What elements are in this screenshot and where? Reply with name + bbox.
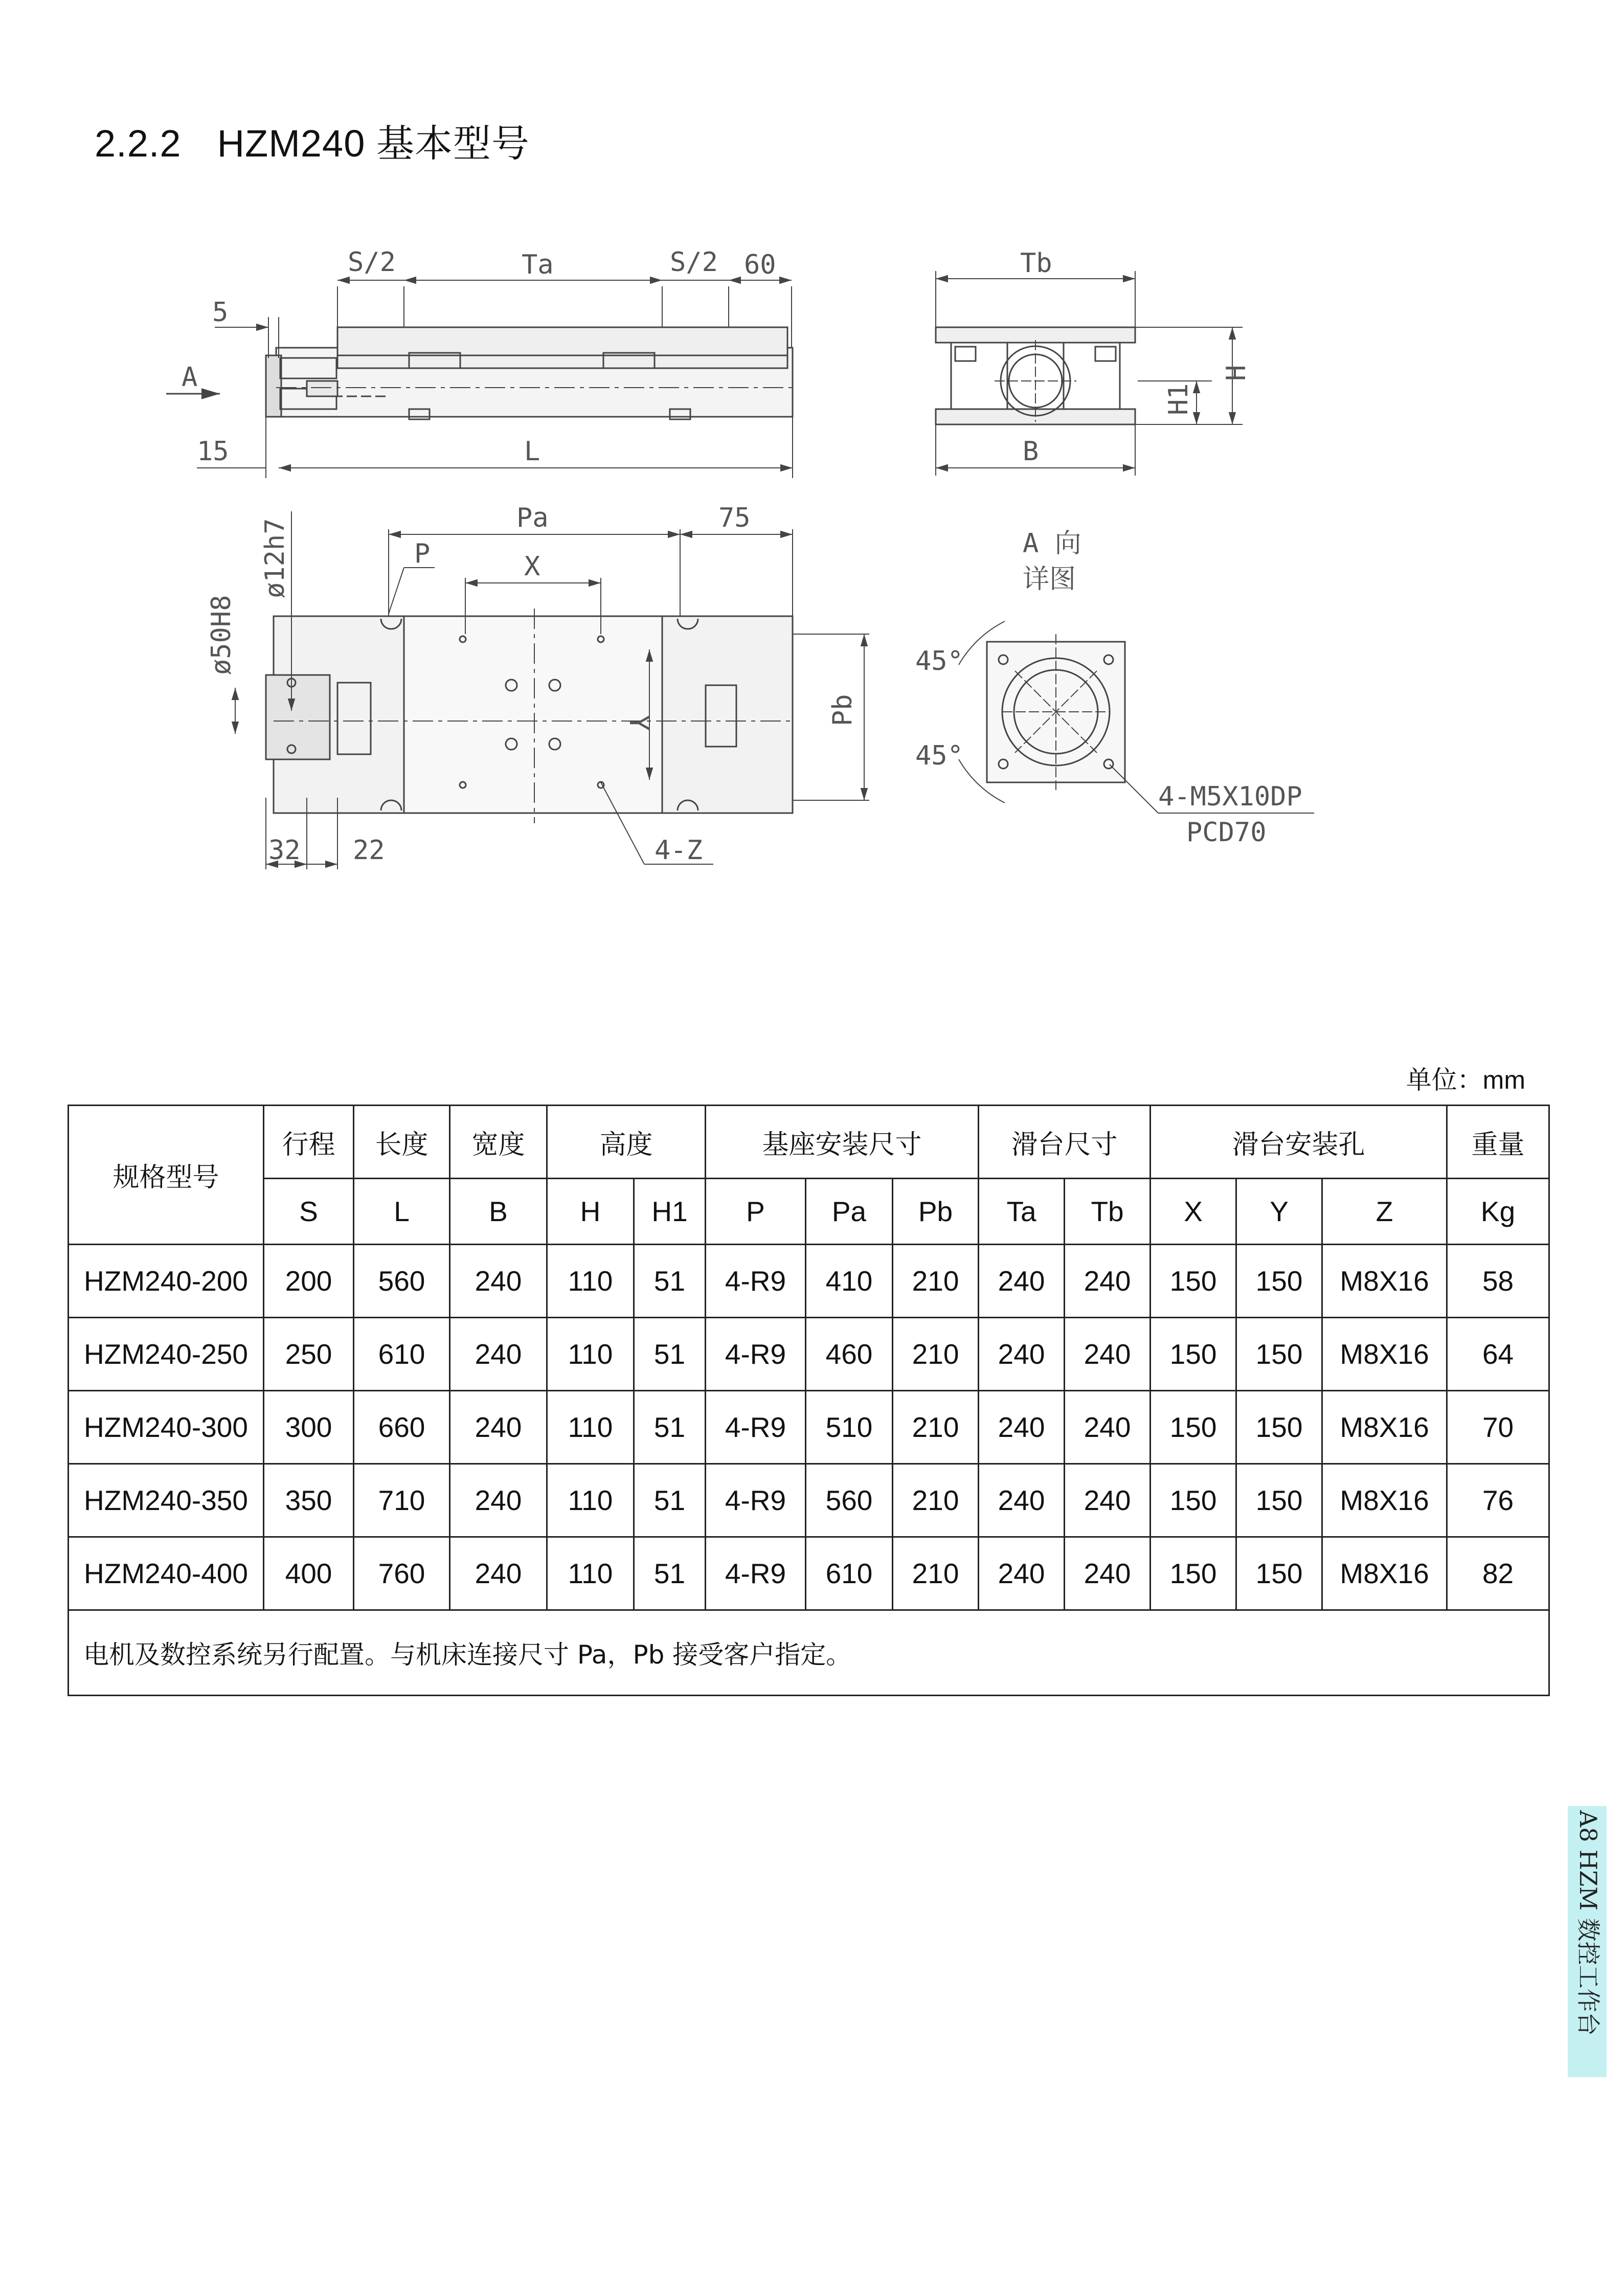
dim-60: 60 [744,250,776,280]
subheader-cell: Pa [806,1179,893,1245]
table-cell: 210 [893,1391,979,1464]
table-row [69,1318,1549,1391]
model-cell: HZM240-300 [69,1391,264,1464]
side-tab-label: A8 HZM 数控工作台 [1574,1810,1602,2036]
table-cell: 150 [1236,1245,1322,1318]
table-cell: 150 [1236,1464,1322,1537]
header-model: 规格型号 [69,1106,264,1245]
table-cell: 460 [806,1318,893,1391]
subheader-cell: P [706,1179,806,1245]
header-width: 宽度 [450,1106,547,1179]
table-cell: 51 [634,1391,706,1464]
table-cell: 240 [1065,1464,1151,1537]
angle-bottom: 45° [915,740,963,771]
dim-pb: Pb [827,694,858,726]
table-cell: 350 [264,1464,354,1537]
table-cell: 51 [634,1245,706,1318]
table-cell: 150 [1151,1318,1236,1391]
header-base-mount: 基座安装尺寸 [706,1106,979,1179]
table-cell: 51 [634,1318,706,1391]
section-name: HZM240 基本型号 [217,122,530,165]
table-cell: 210 [893,1537,979,1610]
table-cell: 76 [1447,1464,1549,1537]
dim-32: 32 [268,835,301,866]
table-cell: 240 [979,1537,1065,1610]
table-cell: 240 [979,1245,1065,1318]
technical-drawing [0,0,1624,900]
label-pcd: PCD70 [1186,817,1267,848]
end-view [936,271,1243,476]
dim-h1: H1 [1163,383,1194,415]
subheader-cell: Z [1322,1179,1447,1245]
dim-75: 75 [718,503,751,533]
dim-ta: Ta [522,250,554,280]
view-title-line-1: A 向 [1023,528,1081,559]
table-cell: 240 [450,1245,547,1318]
dim-l: L [524,436,540,467]
table-cell: M8X16 [1322,1318,1447,1391]
section-number: 2.2.2 [95,122,182,165]
table-cell: 240 [450,1464,547,1537]
model-cell: HZM240-400 [69,1537,264,1610]
table-cell: 510 [806,1391,893,1464]
subheader-cell: H [547,1179,634,1245]
table-cell: 150 [1236,1318,1322,1391]
subheader-cell: B [450,1179,547,1245]
dim-p: P [414,538,431,569]
table-cell: 150 [1151,1464,1236,1537]
model-cell: HZM240-250 [69,1318,264,1391]
table-cell: 200 [264,1245,354,1318]
header-weight: 重量 [1447,1106,1549,1179]
table-cell: 70 [1447,1391,1549,1464]
table-cell: 410 [806,1245,893,1318]
table-cell: 300 [264,1391,354,1464]
header-slide-holes: 滑台安装孔 [1151,1106,1447,1179]
table-cell: 150 [1151,1537,1236,1610]
view-title-line-2: 详图 [1023,564,1076,595]
table-cell: 240 [1065,1391,1151,1464]
view-arrow-a: A [182,362,198,393]
table-cell: 4-R9 [706,1318,806,1391]
table-cell: 82 [1447,1537,1549,1610]
table-cell: 150 [1236,1391,1322,1464]
subheader-cell: X [1151,1179,1236,1245]
dim-b: B [1023,436,1039,467]
dim-s-half-left: S/2 [348,247,396,278]
dim-15: 15 [197,436,229,467]
table-cell: M8X16 [1322,1245,1447,1318]
header-length: 长度 [354,1106,450,1179]
table-cell: 64 [1447,1318,1549,1391]
side-tab [1568,1806,1607,2077]
table-cell: 110 [547,1464,634,1537]
table-cell: 110 [547,1318,634,1391]
table-cell: 560 [354,1245,450,1318]
dim-y: Y [623,715,654,731]
subheader-cell: Ta [979,1179,1065,1245]
angle-top: 45° [915,646,963,677]
model-cell: HZM240-350 [69,1464,264,1537]
table-cell: 710 [354,1464,450,1537]
table-cell: 240 [450,1318,547,1391]
table-cell: 610 [806,1537,893,1610]
subheader-cell: L [354,1179,450,1245]
dim-bore-dia: ø50H8 [206,595,237,675]
table-cell: 240 [450,1391,547,1464]
subheader-cell: S [264,1179,354,1245]
table-cell: 760 [354,1537,450,1610]
table-cell: 560 [806,1464,893,1537]
table-cell: 210 [893,1464,979,1537]
dim-h: H [1221,365,1252,381]
table-cell: 4-R9 [706,1464,806,1537]
table-subheader-row [69,1179,1549,1245]
subheader-cell: Pb [893,1179,979,1245]
table-row [69,1464,1549,1537]
table-cell: 240 [979,1318,1065,1391]
side-view [166,280,793,478]
table-cell: M8X16 [1322,1537,1447,1610]
table-cell: 250 [264,1318,354,1391]
table-cell: 240 [979,1391,1065,1464]
dim-tb: Tb [1020,248,1052,279]
plan-view [235,511,869,869]
subheader-cell: Y [1236,1179,1322,1245]
spec-table [67,1105,1550,1696]
label-4-z: 4-Z [655,835,703,866]
table-cell: 240 [1065,1537,1151,1610]
table-cell: 400 [264,1537,354,1610]
table-note-row [69,1610,1549,1696]
table-cell: 240 [1065,1245,1151,1318]
label-mount-holes: 4-M5X10DP [1158,781,1302,812]
table-cell: 150 [1151,1391,1236,1464]
dim-pa: Pa [516,503,549,533]
table-cell: 110 [547,1391,634,1464]
table-cell: M8X16 [1322,1391,1447,1464]
table-header-row [69,1106,1549,1179]
dim-s-half-right: S/2 [670,247,718,278]
table-row [69,1391,1549,1464]
dim-22: 22 [353,835,385,866]
table-cell: 210 [893,1318,979,1391]
dim-5: 5 [212,297,229,328]
table-cell: 610 [354,1318,450,1391]
table-cell: 4-R9 [706,1245,806,1318]
table-cell: 150 [1151,1245,1236,1318]
table-cell: 210 [893,1245,979,1318]
table-row [69,1245,1549,1318]
table-cell: 4-R9 [706,1391,806,1464]
model-cell: HZM240-200 [69,1245,264,1318]
table-note: 电机及数控系统另行配置。与机床连接尺寸 Pa，Pb 接受客户指定。 [69,1610,1549,1696]
table-cell: 51 [634,1537,706,1610]
table-cell: 240 [450,1537,547,1610]
dim-shaft-dia: ø12h7 [260,518,290,598]
table-cell: 150 [1236,1537,1322,1610]
header-stroke: 行程 [264,1106,354,1179]
subheader-cell: Tb [1065,1179,1151,1245]
table-cell: M8X16 [1322,1464,1447,1537]
table-cell: 240 [979,1464,1065,1537]
table-cell: 240 [1065,1318,1151,1391]
table-cell: 4-R9 [706,1537,806,1610]
unit-label: 单位：mm [1406,1066,1525,1094]
table-cell: 660 [354,1391,450,1464]
header-slide-size: 滑台尺寸 [979,1106,1151,1179]
table-cell: 110 [547,1537,634,1610]
table-cell: 110 [547,1245,634,1318]
subheader-cell: H1 [634,1179,706,1245]
table-row [69,1537,1549,1610]
table-body [69,1245,1549,1610]
header-height: 高度 [547,1106,706,1179]
dim-x: X [524,551,540,582]
table-cell: 51 [634,1464,706,1537]
subheader-cell: Kg [1447,1179,1549,1245]
table-cell: 58 [1447,1245,1549,1318]
